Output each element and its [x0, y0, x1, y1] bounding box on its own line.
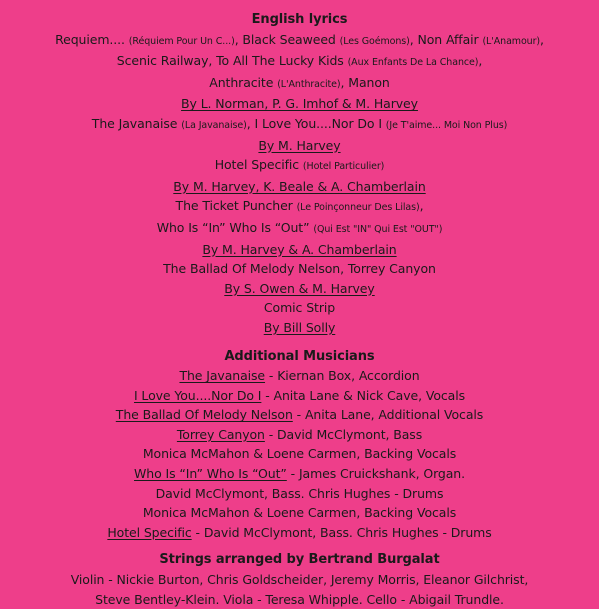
- track-title: Torrey Canyon: [176, 426, 265, 442]
- original-title: (L'Anthracite): [277, 78, 341, 90]
- original-title: (La Javanaise): [181, 119, 247, 131]
- musician-names: - Anita Lane, Additional Vocals: [292, 407, 484, 423]
- lyricist-credit: By L. Norman, P. G. Imhof & M. Harvey: [181, 96, 418, 112]
- lyricist-credit: By M. Harvey & A. Chamberlain: [202, 241, 397, 257]
- original-title: (Réquiem Pour Un C...): [128, 35, 235, 47]
- song-title: , Non Affair: [409, 31, 483, 47]
- lyricist-credit: By M. Harvey, K. Beale & A. Chamberlain: [173, 178, 426, 194]
- song-title: Scenic Railway, To All The Lucky Kids: [116, 53, 348, 69]
- song-title: Who Is “In” Who Is “Out”: [156, 219, 314, 235]
- strings-credit: Violin - Nickie Burton, Chris Goldscheider, Jeremy Morris, Eleanor Gilchrist,: [70, 572, 529, 588]
- lyrics-line-4: [0, 114, 599, 136]
- lyrics-line-2: [0, 51, 599, 73]
- lyrics-line-9: Comic Strip: [263, 300, 336, 316]
- additional-musicians-heading: Additional Musicians: [224, 348, 375, 364]
- musician-names: - Anita Lane & Nick Cave, Vocals: [261, 387, 466, 403]
- musician-credit-continued: Monica McMahon & Loene Carmen, Backing Vocals: [142, 505, 457, 521]
- punctuation: ,: [419, 198, 424, 214]
- lyrics-line-5: [0, 155, 599, 177]
- spacer: [0, 542, 599, 550]
- punctuation: ,: [478, 53, 483, 69]
- lyricist-credit: By Bill Solly: [263, 319, 336, 335]
- musician-names: - David McClymont, Bass: [264, 426, 423, 442]
- english-lyrics-heading: English lyrics: [251, 12, 348, 27]
- original-title: (L'Anamour): [482, 35, 540, 47]
- original-title: (Le Poinçonneur Des Lilas): [296, 202, 420, 214]
- track-title: Hotel Specific: [107, 524, 192, 540]
- original-title: (Hotel Particulier): [302, 161, 385, 173]
- musician-credit-continued: David McClymont, Bass. Chris Hughes - Drums: [155, 485, 444, 501]
- lyrics-line-1: [0, 30, 599, 52]
- strings-heading: Strings arranged by Bertrand Burgalat: [159, 552, 440, 568]
- musician-names: - Kiernan Box, Accordion: [265, 368, 420, 384]
- musician-credit: [0, 523, 599, 543]
- song-title: Requiem....: [55, 31, 129, 47]
- song-title: Anthracite: [209, 74, 278, 90]
- musician-credit: [0, 386, 599, 406]
- musician-credit: [0, 366, 599, 386]
- musician-credit-continued: Monica McMahon & Loene Carmen, Backing Vocals: [142, 446, 457, 462]
- original-title: (Je T'aime... Moi Non Plus): [385, 119, 508, 131]
- song-title: , Manon: [340, 74, 390, 90]
- musician-credit: [0, 405, 599, 425]
- spacer: [0, 338, 599, 347]
- track-title: The Ballad Of Melody Nelson: [115, 407, 293, 423]
- track-title: The Javanaise: [179, 368, 266, 384]
- strings-credit: Steve Bentley-Klein. Viola - Teresa Whipple. Cello - Abigail Trundle.: [95, 591, 504, 607]
- lyricist-credit: By S. Owen & M. Harvey: [224, 280, 375, 296]
- original-title: (Qui Est "IN" Qui Est "OUT"): [313, 223, 443, 235]
- lyrics-line-7: [0, 218, 599, 240]
- song-title: , Black Seaweed: [234, 31, 340, 47]
- punctuation: ,: [540, 31, 544, 47]
- musician-names: - David McClymont, Bass. Chris Hughes - Drums: [191, 524, 492, 540]
- song-title: , I Love You....Nor Do I: [246, 115, 386, 131]
- track-title: Who Is “In” Who Is “Out”: [134, 466, 287, 482]
- musician-credit: [0, 425, 599, 445]
- lyrics-line-3: [0, 73, 599, 95]
- song-title: The Javanaise: [91, 115, 182, 131]
- musician-credit: [0, 464, 599, 484]
- original-title: (Les Goémons): [339, 35, 410, 47]
- song-title: Hotel Specific: [214, 157, 303, 173]
- song-title: The Ticket Puncher: [175, 198, 297, 214]
- track-title: I Love You....Nor Do I: [133, 387, 262, 403]
- lyricist-credit: By M. Harvey: [258, 137, 341, 153]
- lyrics-line-8: The Ballad Of Melody Nelson, Torrey Canyon: [163, 261, 436, 277]
- musician-names: - James Cruickshank, Organ.: [286, 466, 465, 482]
- lyrics-line-6: [0, 196, 599, 218]
- original-title: (Aux Enfants De La Chance): [347, 57, 479, 69]
